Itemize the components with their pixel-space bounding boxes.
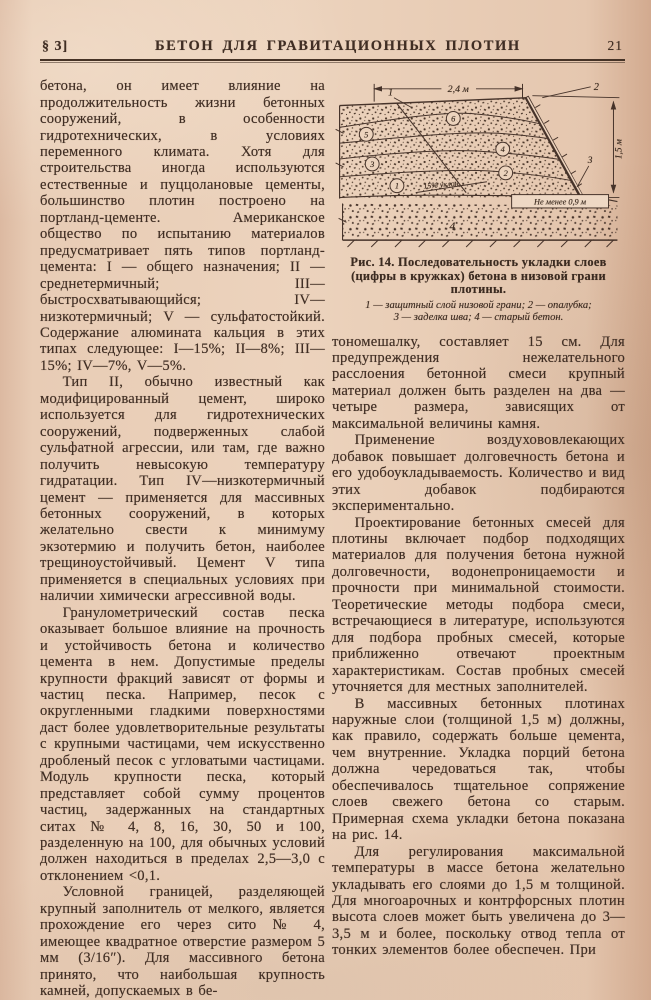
figure-legend-line1: 1 — защитный слой низовой грани; 2 — опалубка; — [365, 299, 592, 311]
paragraph: Для регулирования максимальной температуры в массе бетона желательно укладывать его слоями до 1,5 м толщиной. Для многоарочных и контрфорсных плотин высота слоев может быть увеличена до 3—3,5 м и более, поскольку отвод тепла от тонких элементов более обеспечен. При — [332, 843, 625, 959]
callout-3-leader — [578, 166, 589, 186]
figure-legend — [332, 300, 625, 324]
dim-height-label: 1,5 м — [614, 139, 625, 160]
old-concrete-band — [339, 204, 618, 248]
circled-5: 5 — [364, 130, 369, 140]
circled-4: 4 — [500, 145, 505, 155]
paragraph: тономешалку, составляет 15 см. Для предупреждения нежелательного расслоения бетонной смеси крупный материал должен быть разделен на два — четыре размера, зависящих от максимальной величины камня. — [332, 333, 625, 432]
paragraph: бетона, он имеет влияние на продолжительность жизни бетонных сооружений, в особенности гидротехнических, в условиях переменного климата. Хотя для строительства иногда используются естественные и пуццолановые цементы, большинство плотин построено на портланд-цементе. Американское общество по испытанию материалов предусматривает пять типов портланд-цемента: I — общего назначения; II — среднетермичный; III— быстросхватывающийся; IV—низкотермичный; V — сульфатостойкий. Содержание алюмината кальция в этих типах следующее: I—15%; II—8%; III—15%; IV—7%, V—5%. — [40, 78, 325, 374]
min-width-note — [512, 195, 609, 208]
circled-6: 6 — [451, 114, 456, 124]
dam-layers-diagram — [332, 72, 625, 248]
circled-3: 3 — [370, 160, 375, 170]
paragraph: Условной границей, разделяющей крупный заполнитель от мелкого, является прохождение его через сито № 4, имеющее квадратное отверстие размером 5 мм (3/16″). Для массивного бетона принято, что наибольшая крупность камней, допускаемых в бе- — [40, 884, 325, 1000]
running-title: БЕТОН ДЛЯ ГРАВИТАЦИОННЫХ ПЛОТИН — [154, 38, 521, 54]
min-width-note-label: Не менее 0,9 м — [534, 197, 587, 207]
paragraph: Тип II, обычно известный как модифицированный цемент, широко используется для гидротехнических сооружений, подверженных слабой сульфатной агрессии, или там, где важно получить невысокую температуру гидратации. Тип IV—низкотермичный цемент — применяется для массивных бетонных сооружений, в которых желательно свести к минимуму экзотермию и получить бетон, наиболее трещиноустойчивый. Цемент V типа применяется в специальных условиях при наличии химически агрессивной воды. — [40, 374, 325, 605]
slope-label: 15% уклон — [423, 178, 459, 191]
figure-14 — [332, 72, 625, 323]
section-marker: § 3] — [42, 39, 69, 54]
figure-caption-block — [332, 256, 625, 323]
circled-1: 1 — [394, 181, 400, 191]
paragraph: Применение воздухововлекающих добавок повышает долговечность бетона и его удобоукладываемость. Количество и вид этих добавок подбираются экспериментально. — [332, 432, 625, 515]
callout-joint: 3 — [587, 156, 593, 167]
header-rule-echo — [40, 62, 625, 63]
figure-legend-line2: 3 — заделка шва; 4 — старый бетон. — [393, 311, 564, 323]
page-number: 21 — [607, 38, 623, 53]
paragraph: Проектирование бетонных смесей для плотины включает подбор подходящих материалов для получения бетона нужной долговечности, водонепроницаемости и прочности при минимальной стоимости. Теоретические методы подбора смеси, встречающиеся в литературе, используются для подбора пробных смесей, которые приближенно отвечают проектным характеристикам. Состав пробных смесей уточняется для местных заполнителей. — [332, 514, 625, 696]
callout-formwork: 2 — [593, 81, 599, 93]
callout-protective-layer: 1 — [388, 87, 394, 99]
text-columns — [40, 78, 625, 999]
page-header — [40, 38, 625, 59]
left-column — [40, 78, 325, 999]
header-rule — [40, 59, 625, 61]
paragraph: В массивных бетонных плотинах наружные слои (толщиной 1,5 м) должны, как правило, содержать больше цемента, чем внутренние. Укладка порций бетона должна чередоваться так, чтобы обеспечивалось тщательное сопряжение слоев свежего бетона со старым. Примерная схема укладки бетона показана на рис. 14. — [332, 695, 625, 844]
paragraph: Гранулометрический состав песка оказывает большое влияние на прочность и устойчивость бетона и количество цемента в нем. Допустимые пределы крупности фракций зависят от формы и частиц песка. Например, песок с округленными гладкими поверхностями даст более удовлетворительные результаты с крупными частицами, чем искусственно дробленый песок с угловатыми частицами. Модуль крупности песка, который представляет собой сумму процентов частиц, задержанных на стандартных ситах № 4, 8, 16, 30, 50 и 100, разделенную на 100, для обычных условий должен находиться в пределах 2,5—3,0 с отклонением <0,1. — [40, 604, 325, 884]
circled-2: 2 — [503, 169, 508, 179]
right-column — [332, 78, 625, 999]
figure-caption: Рис. 14. Последовательность укладки слоев (цифры в кружках) бетона в низовой грани плотины. — [350, 255, 607, 297]
callout-old-concrete: 4 — [449, 219, 456, 234]
dim-width-label: 2,4 м — [447, 83, 469, 95]
